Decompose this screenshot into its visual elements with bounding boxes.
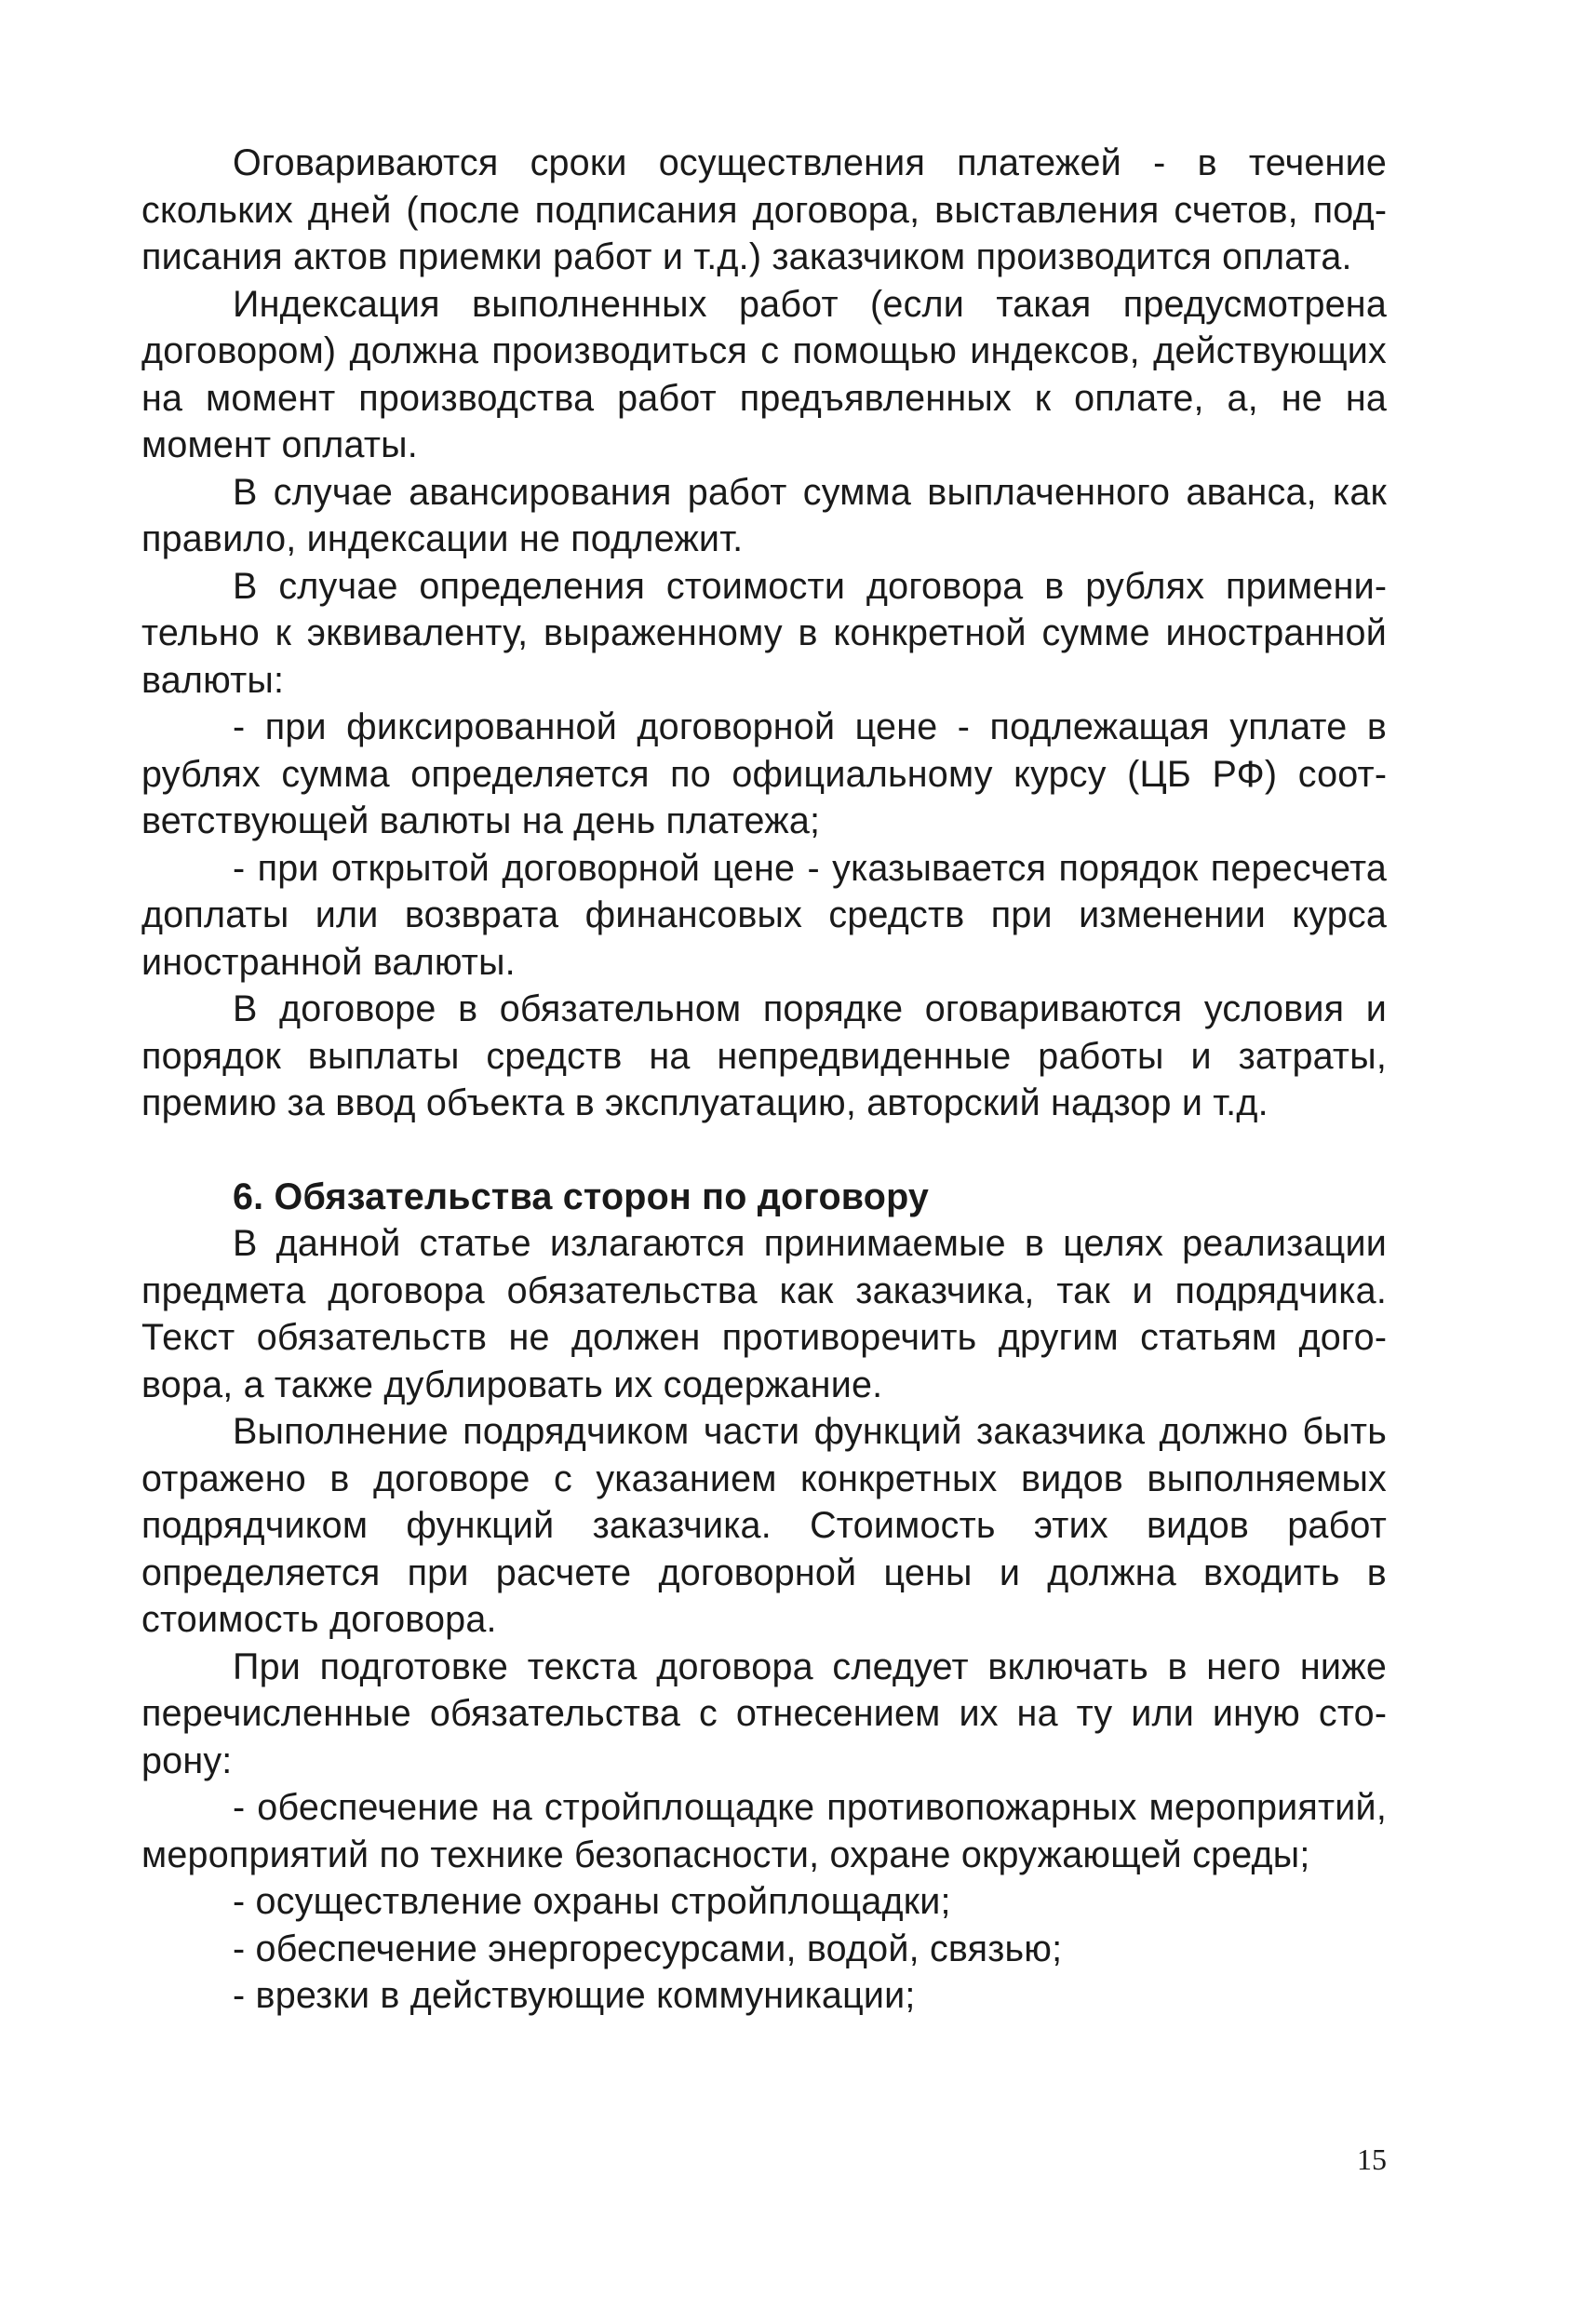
- paragraph-unforeseen-works: В договоре в обязательном порядке оговариваются условия и порядок выплаты средств на непредвиденные работы и затраты, премию за ввод объекта в эксплуатацию, авторский надзор и т.д.: [141, 988, 1387, 1123]
- page-number: 15: [1357, 2143, 1387, 2176]
- list-item-fixed-price: - при фиксированной договорной цене - подлежащая уплате в рублях сумма определяется по официальному курсу (ЦБ РФ) соответствующей валюты на день платежа;: [141, 706, 1387, 841]
- paragraph-currency: В случае определения стоимости договора в рублях применительно к эквиваленту, выраженному в конкретной сумме иностранной валюты:: [141, 565, 1387, 701]
- list-item-site-security: - осуществление охраны стройплощадки;: [233, 1881, 951, 1922]
- paragraph-obligations-intro: В данной статье излагаются принимаемые в целях реализации предмета договора обязательства как заказчика, так и подрядчика. Текст обязательств не должен противоречить другим статьям договора, а также дублировать их содержание.: [141, 1223, 1387, 1405]
- paragraph-advance: В случае авансирования работ сумма выплаченного аванса, как правило, индексации не подлежит.: [141, 471, 1387, 559]
- list-item-open-price: - при открытой договорной цене - указывается порядок пересчета доплаты или возврата финансовых средств при изменении курса иностранной валюты.: [141, 847, 1387, 983]
- list-item-fire-safety: - обеспечение на стройплощадке противопожарных мероприятий, мероприятий по технике безопасности, охране окружающей среды;: [141, 1787, 1387, 1875]
- paragraph-obligations-list-intro: При подготовке текста договора следует включать в него ниже перечисленные обязательства с отнесением их на ту или иную сторону:: [141, 1646, 1387, 1781]
- document-page: [141, 140, 1387, 2020]
- paragraph-payment-terms: Оговариваются сроки осуществления платежей - в течение скольких дней (после подписания договора, выставления счетов, подписания актов приемки работ и т.д.) заказчиком производится оплата.: [141, 142, 1387, 277]
- paragraph-indexation: Индексация выполненных работ (если такая предусмотрена договором) должна производиться с помощью индексов, действующих на момент производства работ предъявленных к оплате, а, не на момент оплаты.: [141, 283, 1387, 465]
- list-item-energy-supply: - обеспечение энергоресурсами, водой, связью;: [233, 1928, 1063, 1969]
- paragraph-contractor-functions: Выполнение подрядчиком части функций заказчика должно быть отражено в договоре с указанием конкретных видов выполняемых подрядчиком функций заказчика. Стоимость этих видов работ определяется при расчете договорной цены и должна входить в стоимость договора.: [141, 1411, 1387, 1640]
- section-heading: 6. Обязательства сторон по договору: [233, 1175, 930, 1217]
- list-item-utility-connections: - врезки в действующие коммуникации;: [233, 1975, 916, 2016]
